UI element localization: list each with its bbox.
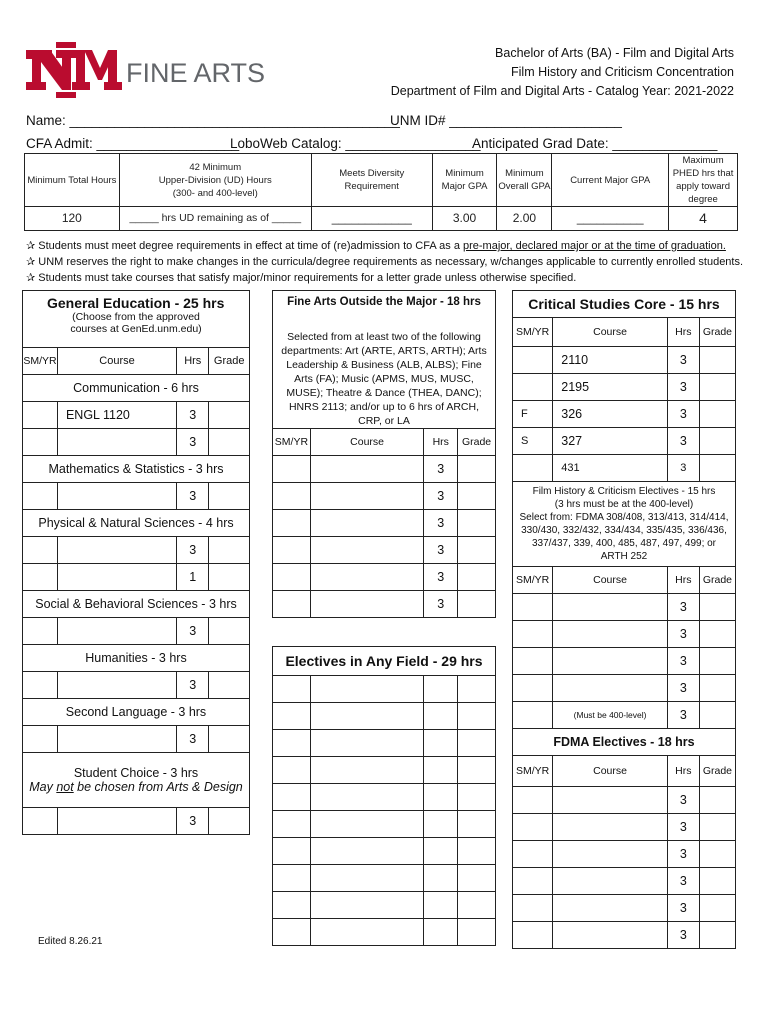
empty-entry-cell[interactable] — [310, 757, 424, 784]
requirements-summary-table — [24, 153, 738, 231]
empty-entry-cell[interactable] — [273, 838, 311, 865]
empty-entry-cell[interactable] — [57, 429, 176, 456]
table-cell: 3 — [177, 726, 209, 753]
table-cell: 3 — [424, 564, 458, 591]
ud-hours-header: 42 Minimum Upper-Division (UD) Hours (300- and 400-level) — [119, 154, 311, 207]
cfa-admit-field[interactable]: CFA Admit: ___________________ — [26, 136, 240, 151]
current-major-gpa-field[interactable]: __________ — [552, 207, 669, 231]
table-cell: SM/YR — [513, 318, 553, 347]
empty-entry-cell[interactable] — [209, 402, 250, 429]
empty-entry-cell[interactable] — [273, 537, 311, 564]
diversity-field[interactable]: ____________ — [311, 207, 432, 231]
empty-entry-cell[interactable] — [310, 564, 424, 591]
table-cell: 2195 — [553, 374, 668, 401]
empty-entry-cell[interactable] — [699, 895, 735, 922]
empty-entry-cell[interactable] — [513, 814, 553, 841]
table-cell: 3 — [667, 895, 699, 922]
empty-entry-cell[interactable] — [699, 787, 735, 814]
empty-entry-cell[interactable] — [513, 922, 553, 949]
table-cell: 3 — [667, 841, 699, 868]
table-cell: 3 — [667, 428, 699, 455]
program-title: Bachelor of Arts (BA) - Film and Digital Arts — [495, 46, 734, 60]
empty-entry-cell[interactable] — [424, 757, 458, 784]
empty-entry-cell[interactable] — [273, 811, 311, 838]
table-cell: 3 — [177, 402, 209, 429]
table-cell: 3 — [667, 814, 699, 841]
empty-entry-cell[interactable] — [424, 919, 458, 946]
empty-entry-cell[interactable] — [699, 868, 735, 895]
empty-entry-cell[interactable] — [209, 429, 250, 456]
empty-entry-cell[interactable] — [458, 703, 496, 730]
empty-entry-cell[interactable] — [424, 703, 458, 730]
empty-entry-cell[interactable] — [513, 702, 553, 729]
min-overall-gpa-value: 2.00 — [497, 207, 552, 231]
empty-entry-cell[interactable] — [513, 455, 553, 482]
empty-entry-cell[interactable] — [553, 868, 668, 895]
table-cell: 3 — [667, 401, 699, 428]
empty-entry-cell[interactable] — [209, 672, 250, 699]
table-cell: 3 — [667, 374, 699, 401]
table-cell: 3 — [667, 922, 699, 949]
empty-entry-cell[interactable] — [273, 510, 311, 537]
table-cell: 3 — [424, 483, 458, 510]
core-title: Critical Studies Core - 15 hrs — [513, 291, 736, 318]
lang-heading: Second Language - 3 hrs — [23, 699, 250, 726]
table-cell: 3 — [667, 702, 699, 729]
table-cell: Course — [553, 756, 668, 787]
general-education-table — [22, 290, 250, 835]
current-major-gpa-header: Current Major GPA — [552, 154, 669, 207]
empty-entry-cell[interactable] — [458, 784, 496, 811]
table-cell: 3 — [177, 483, 209, 510]
empty-entry-cell[interactable] — [57, 537, 176, 564]
empty-entry-cell[interactable] — [273, 730, 311, 757]
logo-fine-arts-text: FINE ARTS — [126, 58, 266, 88]
empty-entry-cell[interactable] — [458, 730, 496, 757]
empty-entry-cell[interactable] — [57, 808, 176, 835]
empty-entry-cell[interactable] — [424, 838, 458, 865]
empty-entry-cell[interactable] — [513, 648, 553, 675]
note-2: ✰ UNM reserves the right to make changes in the curricula/degree requirements as necessary, w/changes applicable to currently enrolled students. — [26, 256, 744, 268]
empty-entry-cell[interactable] — [424, 676, 458, 703]
ud-remaining-field[interactable]: _____ hrs UD remaining as of _____ — [119, 207, 311, 231]
table-cell: 3 — [424, 537, 458, 564]
note-3: ✰ Students must take courses that satisfy major/minor requirements for a letter grade unless otherwise specified. — [26, 272, 577, 284]
empty-entry-cell[interactable] — [273, 919, 311, 946]
table-cell: Hrs — [424, 429, 458, 456]
empty-entry-cell[interactable] — [458, 591, 496, 618]
empty-entry-cell[interactable] — [23, 483, 58, 510]
note-1-underlined: pre-major, declared major or at the time of graduation. — [463, 240, 726, 252]
table-cell: Hrs — [667, 756, 699, 787]
empty-entry-cell[interactable] — [310, 730, 424, 757]
empty-entry-cell[interactable] — [310, 510, 424, 537]
table-cell: 3 — [667, 675, 699, 702]
empty-entry-cell[interactable] — [273, 564, 311, 591]
empty-entry-cell[interactable] — [273, 703, 311, 730]
empty-entry-cell[interactable] — [458, 757, 496, 784]
empty-entry-cell[interactable] — [553, 895, 668, 922]
empty-entry-cell[interactable] — [310, 892, 424, 919]
unm-fine-arts-logo — [26, 42, 296, 100]
empty-entry-cell[interactable] — [458, 564, 496, 591]
empty-entry-cell[interactable] — [273, 483, 311, 510]
table-cell: 3 — [667, 455, 699, 482]
must-400-note: (Must be 400-level) — [553, 702, 668, 729]
table-cell: 3 — [177, 429, 209, 456]
max-phed-value: 4 — [669, 207, 738, 231]
empty-entry-cell[interactable] — [23, 808, 58, 835]
empty-entry-cell[interactable] — [273, 456, 311, 483]
empty-entry-cell[interactable] — [458, 537, 496, 564]
name-field[interactable]: Name: ____________________________________________ — [26, 113, 400, 128]
table-cell: 3 — [177, 537, 209, 564]
empty-entry-cell[interactable] — [553, 675, 668, 702]
table-cell: 3 — [667, 648, 699, 675]
empty-entry-cell[interactable] — [310, 537, 424, 564]
table-cell: Grade — [699, 567, 735, 594]
outside-description: Selected from at least two of the following departments: Art (ARTE, ARTS, ARTH); Arts Leadership & Business (ALB, ALBS); Fine Arts (FA); Music (APMS, MUS, MUSC, MUSE); Theatre & Dance (THEA, DANC); HNRS 2113; and/or up to 6 hrs of ARCH, CRP, or LA — [281, 331, 487, 427]
empty-entry-cell[interactable] — [310, 838, 424, 865]
empty-entry-cell[interactable] — [699, 455, 735, 482]
table-cell: Course — [310, 429, 424, 456]
table-cell: 431 — [553, 455, 668, 482]
empty-entry-cell[interactable] — [553, 841, 668, 868]
empty-entry-cell[interactable] — [209, 808, 250, 835]
empty-entry-cell[interactable] — [310, 811, 424, 838]
empty-entry-cell[interactable] — [310, 703, 424, 730]
critical-studies-core-table — [512, 290, 736, 949]
grad-date-field[interactable]: Anticipated Grad Date: ______________ — [472, 136, 718, 151]
empty-entry-cell[interactable] — [458, 811, 496, 838]
table-cell: S — [513, 428, 553, 455]
col-hrs: Hrs — [177, 348, 209, 375]
empty-entry-cell[interactable] — [553, 814, 668, 841]
empty-entry-cell[interactable] — [23, 429, 58, 456]
empty-entry-cell[interactable] — [424, 811, 458, 838]
table-cell: 2110 — [553, 347, 668, 374]
empty-entry-cell[interactable] — [424, 730, 458, 757]
table-cell: 3 — [667, 347, 699, 374]
empty-entry-cell[interactable] — [458, 483, 496, 510]
empty-entry-cell[interactable] — [273, 757, 311, 784]
fdma-title: FDMA Electives - 18 hrs — [513, 729, 736, 756]
table-cell: 3 — [424, 456, 458, 483]
empty-entry-cell[interactable] — [424, 892, 458, 919]
empty-entry-cell[interactable] — [553, 787, 668, 814]
empty-entry-cell[interactable] — [513, 347, 553, 374]
empty-entry-cell[interactable] — [209, 564, 250, 591]
empty-entry-cell[interactable] — [458, 865, 496, 892]
table-cell: 1 — [177, 564, 209, 591]
empty-entry-cell[interactable] — [209, 618, 250, 645]
empty-entry-cell[interactable] — [699, 428, 735, 455]
empty-entry-cell[interactable] — [699, 675, 735, 702]
table-cell: Grade — [458, 429, 496, 456]
col-grade: Grade — [209, 348, 250, 375]
empty-entry-cell[interactable] — [458, 919, 496, 946]
empty-entry-cell[interactable] — [513, 841, 553, 868]
table-cell: Hrs — [667, 318, 699, 347]
empty-entry-cell[interactable] — [513, 675, 553, 702]
empty-entry-cell[interactable] — [424, 865, 458, 892]
gened-title: General Education - 25 hrs — [47, 295, 225, 311]
empty-entry-cell[interactable] — [23, 537, 58, 564]
empty-entry-cell[interactable] — [513, 594, 553, 621]
table-cell: 3 — [177, 618, 209, 645]
table-cell: 3 — [424, 510, 458, 537]
empty-entry-cell[interactable] — [458, 676, 496, 703]
empty-entry-cell[interactable] — [310, 919, 424, 946]
empty-entry-cell[interactable] — [699, 621, 735, 648]
empty-entry-cell[interactable] — [513, 895, 553, 922]
min-total-hours-value: 120 — [25, 207, 120, 231]
empty-entry-cell[interactable] — [310, 456, 424, 483]
min-major-gpa-value: 3.00 — [432, 207, 497, 231]
empty-entry-cell[interactable] — [699, 841, 735, 868]
table-cell: SM/YR — [273, 429, 311, 456]
empty-entry-cell[interactable] — [57, 726, 176, 753]
empty-entry-cell[interactable] — [553, 648, 668, 675]
engl-course: ENGL 1120 — [57, 402, 176, 429]
loboweb-catalog-field[interactable]: LoboWeb Catalog: __________________ — [230, 136, 481, 151]
table-cell: SM/YR — [513, 756, 553, 787]
table-cell: F — [513, 401, 553, 428]
comm-heading: Communication - 6 hrs — [23, 375, 250, 402]
min-major-gpa-header: Minimum Major GPA — [432, 154, 497, 207]
empty-entry-cell[interactable] — [553, 922, 668, 949]
empty-entry-cell[interactable] — [273, 865, 311, 892]
col-course: Course — [57, 348, 176, 375]
electives-table — [272, 646, 496, 946]
table-cell: 3 — [667, 868, 699, 895]
empty-entry-cell[interactable] — [513, 868, 553, 895]
empty-entry-cell[interactable] — [699, 648, 735, 675]
soc-heading: Social & Behavioral Sciences - 3 hrs — [23, 591, 250, 618]
fh-electives-heading: Film History & Criticism Electives - 15 hrs (3 hrs must be at the 400-level) Select from: FDMA 308/408, 313/413, 314/414, 330/430, 332/432, 334/434, 335/435, 336/436, 337/437, 339, 400, 485, 487, 497, 499; or ARTH 252 — [513, 482, 736, 567]
empty-entry-cell[interactable] — [23, 726, 58, 753]
table-cell: Hrs — [667, 567, 699, 594]
table-cell: Grade — [699, 756, 735, 787]
empty-entry-cell[interactable] — [57, 564, 176, 591]
phys-heading: Physical & Natural Sciences - 4 hrs — [23, 510, 250, 537]
empty-entry-cell[interactable] — [310, 676, 424, 703]
empty-entry-cell[interactable] — [23, 402, 58, 429]
notes — [26, 238, 743, 286]
table-cell: Course — [553, 318, 668, 347]
diversity-header: Meets Diversity Requirement — [311, 154, 432, 207]
department-catalog: Department of Film and Digital Arts - Catalog Year: 2021-2022 — [390, 84, 734, 98]
empty-entry-cell[interactable] — [273, 892, 311, 919]
empty-entry-cell[interactable] — [458, 456, 496, 483]
empty-entry-cell[interactable] — [699, 401, 735, 428]
empty-entry-cell[interactable] — [209, 726, 250, 753]
table-cell: Grade — [699, 318, 735, 347]
empty-entry-cell[interactable] — [699, 702, 735, 729]
table-cell: 326 — [553, 401, 668, 428]
empty-entry-cell[interactable] — [57, 483, 176, 510]
note-1: ✰ Students must meet degree requirements in effect at time of (re)admission to CFA as a — [26, 240, 463, 252]
outside-major-table — [272, 290, 496, 618]
empty-entry-cell[interactable] — [57, 618, 176, 645]
empty-entry-cell[interactable] — [458, 838, 496, 865]
choice-heading: Student Choice - 3 hrs May not be chosen from Arts & Design — [23, 753, 250, 808]
outside-title: Fine Arts Outside the Major - 18 hrs — [287, 296, 481, 308]
table-cell — [273, 291, 496, 429]
min-total-hours-header: Minimum Total Hours — [25, 154, 120, 207]
empty-entry-cell[interactable] — [57, 672, 176, 699]
empty-entry-cell[interactable] — [699, 374, 735, 401]
table-cell: 3 — [667, 594, 699, 621]
empty-entry-cell[interactable] — [424, 784, 458, 811]
empty-entry-cell[interactable] — [209, 537, 250, 564]
col-smyr: SM/YR — [23, 348, 58, 375]
hum-heading: Humanities - 3 hrs — [23, 645, 250, 672]
empty-entry-cell[interactable] — [699, 347, 735, 374]
empty-entry-cell[interactable] — [699, 922, 735, 949]
empty-entry-cell[interactable] — [553, 594, 668, 621]
electives-title: Electives in Any Field - 29 hrs — [273, 647, 496, 676]
unm-id-field[interactable]: UNM ID# _______________________ — [390, 113, 622, 128]
empty-entry-cell[interactable] — [23, 618, 58, 645]
math-heading: Mathematics & Statistics - 3 hrs — [23, 456, 250, 483]
empty-entry-cell[interactable] — [310, 591, 424, 618]
empty-entry-cell[interactable] — [209, 483, 250, 510]
concentration-title: Film History and Criticism Concentration — [511, 65, 734, 79]
empty-entry-cell[interactable] — [699, 594, 735, 621]
empty-entry-cell[interactable] — [273, 676, 311, 703]
empty-entry-cell[interactable] — [23, 672, 58, 699]
empty-entry-cell[interactable] — [310, 865, 424, 892]
empty-entry-cell[interactable] — [273, 591, 311, 618]
gened-subtitle-2: courses at GenEd.unm.edu) — [70, 323, 202, 335]
empty-entry-cell[interactable] — [310, 483, 424, 510]
empty-entry-cell[interactable] — [513, 621, 553, 648]
table-cell: SM/YR — [513, 567, 553, 594]
empty-entry-cell[interactable] — [699, 814, 735, 841]
max-phed-header: Maximum PHED hrs that apply toward degree — [669, 154, 738, 207]
gened-subtitle-1: (Choose from the approved — [72, 311, 200, 323]
empty-entry-cell[interactable] — [23, 564, 58, 591]
table-cell: 3 — [424, 591, 458, 618]
min-overall-gpa-header: Minimum Overall GPA — [497, 154, 552, 207]
empty-entry-cell[interactable] — [513, 787, 553, 814]
table-cell: 3 — [177, 808, 209, 835]
table-cell: 327 — [553, 428, 668, 455]
empty-entry-cell[interactable] — [553, 621, 668, 648]
table-cell: 3 — [667, 787, 699, 814]
empty-entry-cell[interactable] — [310, 784, 424, 811]
edited-date: Edited 8.26.21 — [38, 936, 103, 947]
empty-entry-cell[interactable] — [273, 784, 311, 811]
table-cell: 3 — [177, 672, 209, 699]
empty-entry-cell[interactable] — [458, 510, 496, 537]
table-cell: 3 — [667, 621, 699, 648]
table-cell — [23, 291, 250, 348]
table-cell: Course — [553, 567, 668, 594]
empty-entry-cell[interactable] — [458, 892, 496, 919]
empty-entry-cell[interactable] — [513, 374, 553, 401]
